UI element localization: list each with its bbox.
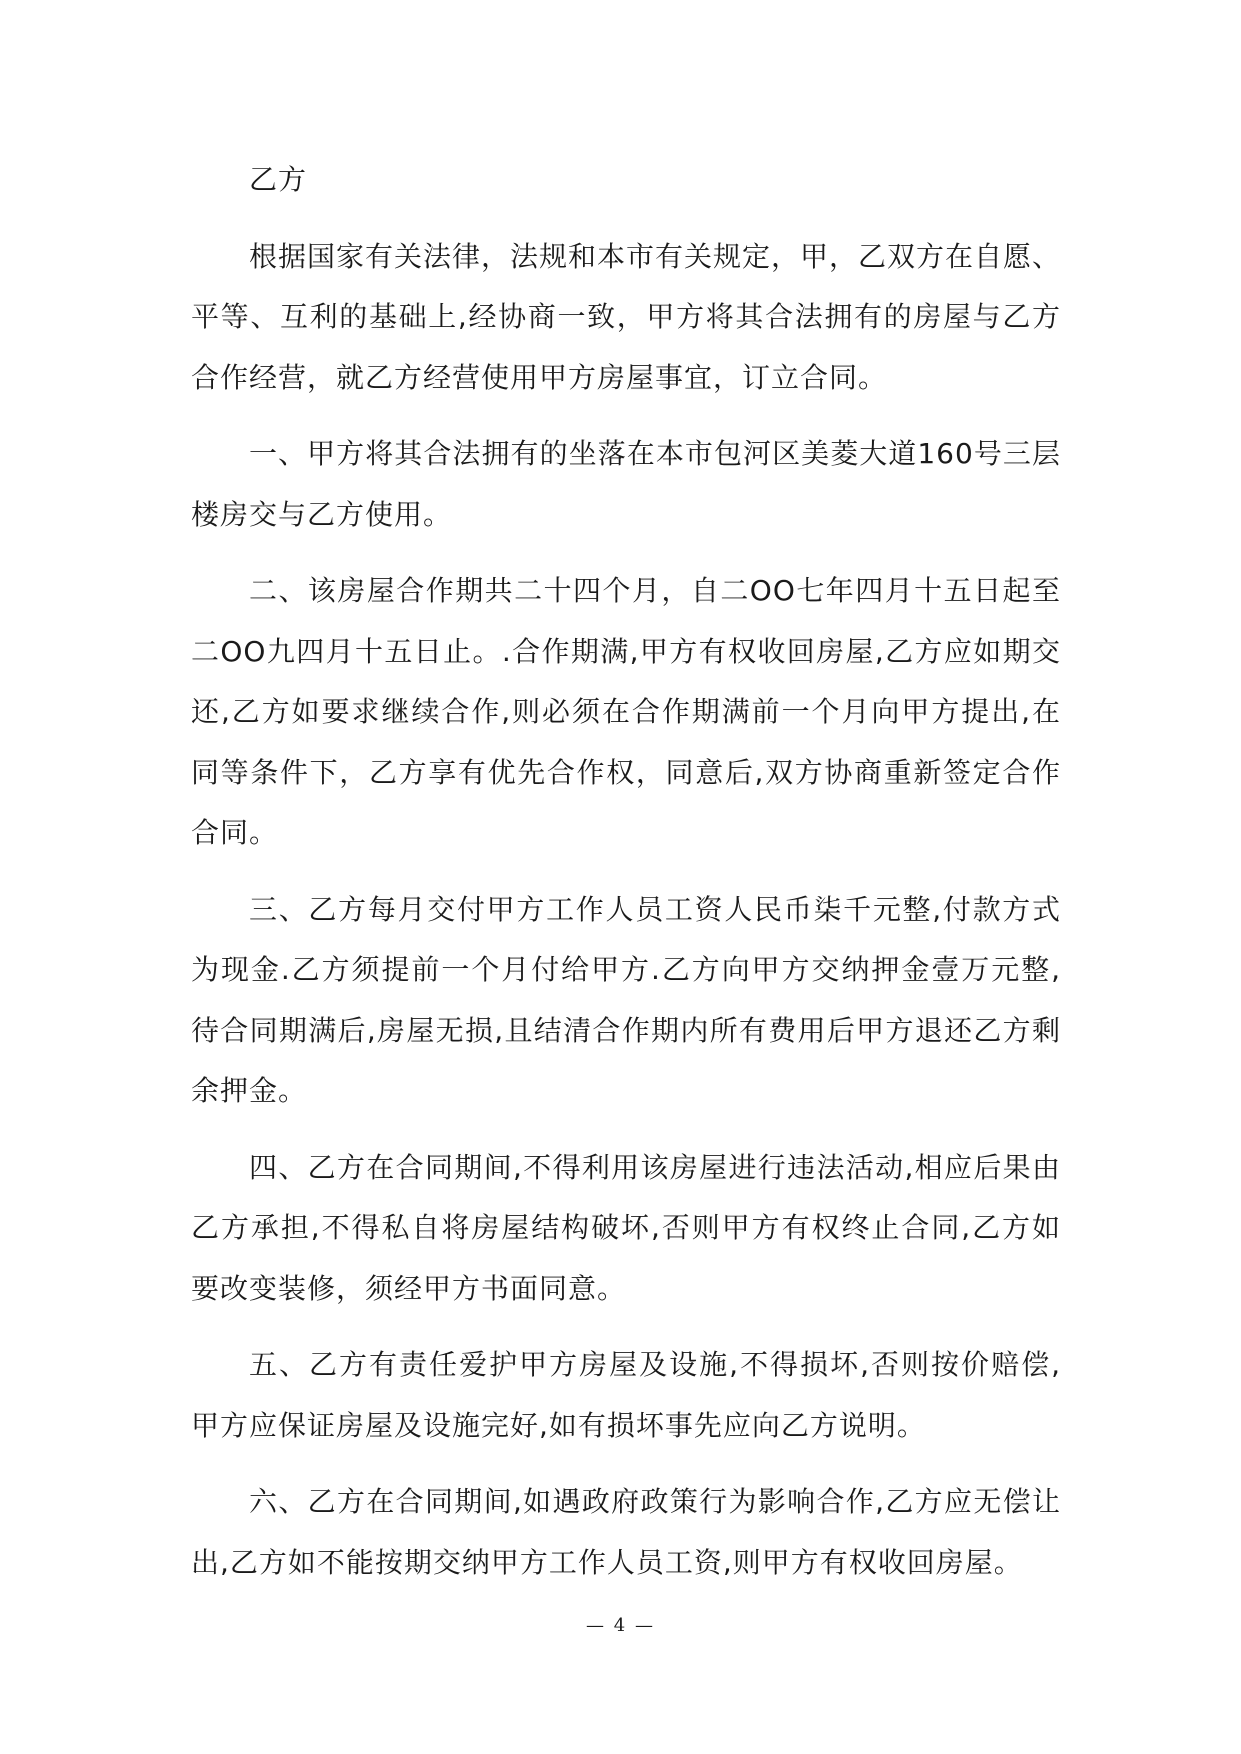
paragraph-clause-2: 二、该房屋合作期共二十四个月，自二OO七年四月十五日起至二OO九四月十五日止。.合作期满,甲方有权收回房屋,乙方应如期交还,乙方如要求继续合作,则必须在合作期满前一个月向甲方提出,在同等条件下，乙方享有优先合作权，同意后,双方协商重新签定合作合同。 xyxy=(191,574,1061,849)
paragraph-preamble: 根据国家有关法律，法规和本市有关规定，甲，乙双方在自愿、平等、互利的基础上,经协商一致，甲方将其合法拥有的房屋与乙方合作经营，就乙方经营使用甲方房屋事宜，订立合同。 xyxy=(191,239,1062,394)
paragraph-clause-4: 四、乙方在合同期间,不得利用该房屋进行违法活动,相应后果由乙方承担,不得私自将房屋结构破坏,否则甲方有权终止合同,乙方如要改变装修，须经甲方书面同意。 xyxy=(191,1150,1061,1305)
page-number: — 4 — xyxy=(586,1615,655,1636)
paragraph-clause-1: 一、甲方将其合法拥有的坐落在本市包河区美菱大道160号三层楼房交与乙方使用。 xyxy=(191,437,1061,531)
paragraph-clause-5: 五、乙方有责任爱护甲方房屋及设施,不得损坏,否则按价赔偿,甲方应保证房屋及设施完好,如有损坏事先应向乙方说明。 xyxy=(191,1348,1061,1442)
paragraph-clause-6: 六、乙方在合同期间,如遇政府政策行为影响合作,乙方应无偿让出,乙方如不能按期交纳甲方工作人员工资,则甲方有权收回房屋。 xyxy=(191,1485,1061,1579)
paragraph-party-b: 乙方 xyxy=(249,163,308,196)
paragraph-clause-3: 三、乙方每月交付甲方工作人员工资人民币柒千元整,付款方式为现金.乙方须提前一个月付给甲方.乙方向甲方交纳押金壹万元整,待合同期满后,房屋无损,且结清合作期内所有费用后甲方退还乙方剩余押金。 xyxy=(191,892,1061,1107)
document-body xyxy=(191,150,1061,1609)
